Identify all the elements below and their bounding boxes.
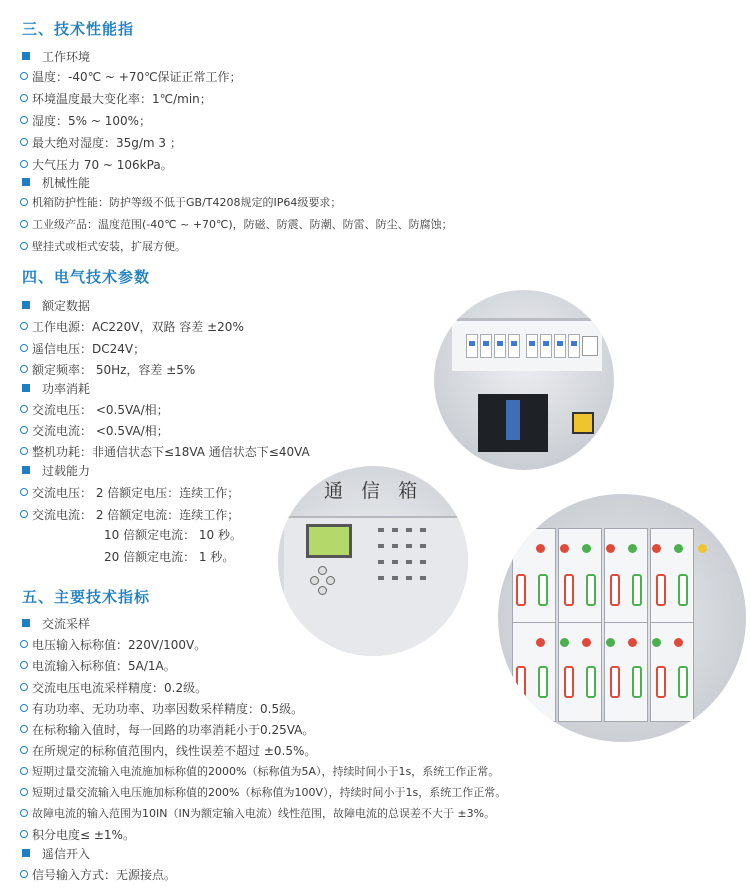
list-item: 最大绝对湿度：35g/m 3 ； [20, 134, 182, 150]
circle-bullet-icon [20, 661, 28, 669]
list-item: 积分电度≤ ±1%。 [20, 826, 135, 842]
circle-bullet-icon [20, 365, 28, 373]
indicator-led [406, 544, 412, 548]
circle-bullet-icon [20, 683, 28, 691]
list-item: 壁挂式或柜式安装，扩展方便。 [20, 238, 186, 254]
indicator-led [406, 560, 412, 564]
list-item: 温度：-40℃ ~ +70℃保证正常工作； [20, 68, 242, 84]
list-item: 交流电压： <0.5VA/相； [20, 401, 169, 417]
box-label: 通 信 箱 [324, 480, 424, 502]
breaker-icon [526, 334, 538, 358]
green-lever-icon [586, 574, 596, 606]
red-lever-icon [656, 574, 666, 606]
red-lever-icon [656, 666, 666, 698]
indicator-led [378, 576, 384, 580]
keypad-button-icon [310, 576, 319, 585]
circle-bullet-icon [20, 488, 28, 496]
green-lever-icon [632, 574, 642, 606]
circle-bullet-icon [20, 116, 28, 124]
list-item: 大气压力 70 ~ 106kPa。 [20, 156, 173, 172]
green-lever-icon [586, 666, 596, 698]
circle-bullet-icon [20, 322, 28, 330]
circle-bullet-icon [20, 704, 28, 712]
square-bullet-icon [22, 52, 30, 60]
list-item: 交流电流： 2 倍额定电流：连续工作； [20, 506, 239, 522]
list-item: 短期过量交流输入电流施加标称值的2000%（标称值为5A），持续时间小于1s，系统工作正常。 [20, 763, 499, 779]
green-lamp-icon [674, 544, 683, 553]
circle-bullet-icon [20, 198, 28, 206]
list-item: 故障电流的输入范围为10IN（IN为额定输入电流）线性范围，故障电流的总误差不大于 ±3%。 [20, 805, 495, 821]
indicator-led [392, 528, 398, 532]
indicator-led [392, 560, 398, 564]
indicator-led [378, 544, 384, 548]
circle-bullet-icon [20, 94, 28, 102]
red-lever-icon [516, 574, 526, 606]
subheading-text: 额定数据 [42, 298, 91, 313]
circle-bullet-icon [20, 870, 28, 878]
circle-bullet-icon [20, 640, 28, 648]
rotary-switch-icon [572, 412, 594, 434]
communication-box-photo [274, 462, 472, 660]
circle-bullet-icon [20, 138, 28, 146]
list-item: 电流输入标称值：5A/1A。 [20, 657, 176, 673]
green-lever-icon [538, 666, 548, 698]
power-supply-module [478, 394, 548, 452]
list-item-continued: 10 倍额定电流： 10 秒。 [104, 528, 242, 542]
section-title-4: 四、电气技术参数 [22, 268, 151, 286]
list-item: 环境温度最大变化率：1℃/min； [20, 90, 212, 106]
circle-bullet-icon [20, 767, 28, 775]
subheading-overload [22, 462, 90, 478]
subheading-remote-signal [22, 845, 90, 861]
red-lever-icon [564, 666, 574, 698]
circle-bullet-icon [20, 160, 28, 168]
indicator-led [378, 528, 384, 532]
breaker-icon [568, 334, 580, 358]
list-item: 整机功耗：非通信状态下≤18VA 通信状态下≤40VA [20, 443, 310, 459]
list-item: 湿度：5% ~ 100%； [20, 112, 151, 128]
list-item: 有功功率、无功功率、功率因数采样精度：0.5级。 [20, 700, 303, 716]
square-bullet-icon [22, 619, 30, 627]
red-lever-icon [610, 666, 620, 698]
list-item: 工作电源：AC220V，双路 容差 ±20% [20, 318, 244, 334]
indicator-led [406, 576, 412, 580]
indicator-led [378, 560, 384, 564]
list-item: 交流电压电流采样精度：0.2级。 [20, 679, 207, 695]
square-bullet-icon [22, 301, 30, 309]
square-bullet-icon [22, 849, 30, 857]
red-lamp-icon [560, 544, 569, 553]
lcd-display [306, 524, 352, 558]
list-item: 额定频率： 50Hz，容差 ±5% [20, 361, 195, 377]
subheading-text: 遥信开入 [42, 846, 91, 861]
green-lever-icon [538, 574, 548, 606]
indicator-led [406, 528, 412, 532]
breaker-icon [466, 334, 478, 358]
list-item: 遥信电压：DC24V； [20, 340, 145, 356]
indicator-led [420, 528, 426, 532]
red-lever-icon [610, 574, 620, 606]
list-item: 电压输入标称值：220V/100V。 [20, 636, 206, 652]
subheading-text: 功率消耗 [42, 381, 91, 396]
indicator-led [392, 576, 398, 580]
subheading-ac-sampling [22, 615, 90, 631]
green-lever-icon [678, 574, 688, 606]
keypad-button-icon [326, 576, 335, 585]
red-lamp-icon [652, 544, 661, 553]
circle-bullet-icon [20, 725, 28, 733]
list-item: 在标称输入值时，每一回路的功率消耗小于0.25VA。 [20, 721, 314, 737]
subheading-power [22, 380, 90, 396]
breaker-icon [508, 334, 520, 358]
green-lamp-icon [606, 638, 615, 647]
red-lamp-icon [606, 544, 615, 553]
square-bullet-icon [22, 384, 30, 392]
green-lamp-icon [560, 638, 569, 647]
circle-bullet-icon [20, 447, 28, 455]
red-lamp-icon [536, 544, 545, 553]
circle-bullet-icon [20, 72, 28, 80]
section-title-5: 五、主要技术指标 [22, 588, 151, 606]
circle-bullet-icon [20, 746, 28, 754]
list-item: 工业级产品：温度范围(-40℃ ~ +70℃)，防磁、防震、防潮、防雷、防尘、防腐蚀； [20, 216, 453, 232]
circle-bullet-icon [20, 830, 28, 838]
subheading-mechanical [22, 174, 90, 190]
indicator-led [420, 544, 426, 548]
green-lamp-icon [582, 544, 591, 553]
power-socket-icon [582, 336, 598, 356]
list-item: 交流电流： <0.5VA/相； [20, 422, 169, 438]
keypad-button-icon [318, 586, 327, 595]
square-bullet-icon [22, 466, 30, 474]
subheading-work-env [22, 48, 90, 64]
green-lever-icon [632, 666, 642, 698]
square-bullet-icon [22, 178, 30, 186]
green-lever-icon [678, 666, 688, 698]
section-title-3: 三、技术性能指 [22, 20, 135, 38]
circle-bullet-icon [20, 510, 28, 518]
red-lamp-icon [582, 638, 591, 647]
circle-bullet-icon [20, 242, 28, 250]
circle-bullet-icon [20, 788, 28, 796]
subheading-text: 交流采样 [42, 616, 91, 631]
list-item-continued: 20 倍额定电流： 1 秒。 [104, 550, 235, 564]
circle-bullet-icon [20, 344, 28, 352]
list-item: 短期过量交流输入电压施加标称值的200%（标称值为100V），持续时间小于1s，系统工作正常。 [20, 784, 506, 800]
green-lamp-icon [628, 544, 637, 553]
red-lamp-icon [536, 638, 545, 647]
yellow-lamp-icon [698, 544, 707, 553]
relay-panel-photo [494, 490, 750, 746]
circle-bullet-icon [20, 405, 28, 413]
breaker-icon [540, 334, 552, 358]
breaker-icon [494, 334, 506, 358]
list-item: 信号输入方式：无源接点。 [20, 866, 176, 882]
subheading-text: 机械性能 [42, 175, 91, 190]
circle-bullet-icon [20, 220, 28, 228]
red-lamp-icon [628, 638, 637, 647]
red-lever-icon [564, 574, 574, 606]
green-lamp-icon [652, 638, 661, 647]
list-item: 在所规定的标称值范围内，线性误差不超过 ±0.5%。 [20, 742, 316, 758]
breaker-icon [480, 334, 492, 358]
indicator-led [420, 576, 426, 580]
subheading-rated [22, 297, 90, 313]
keypad-button-icon [318, 566, 327, 575]
subheading-text: 工作环境 [42, 49, 91, 64]
cabinet-breaker-photo [430, 286, 618, 474]
indicator-led [392, 544, 398, 548]
red-lever-icon [516, 666, 526, 698]
indicator-led [420, 560, 426, 564]
breaker-icon [554, 334, 566, 358]
red-lamp-icon [674, 638, 683, 647]
circle-bullet-icon [20, 426, 28, 434]
circle-bullet-icon [20, 809, 28, 817]
list-item: 交流电压： 2 倍额定电压：连续工作； [20, 484, 239, 500]
list-item: 机箱防护性能：防护等级不低于GB/T4208规定的IP64级要求； [20, 194, 341, 210]
subheading-text: 过载能力 [42, 463, 91, 478]
